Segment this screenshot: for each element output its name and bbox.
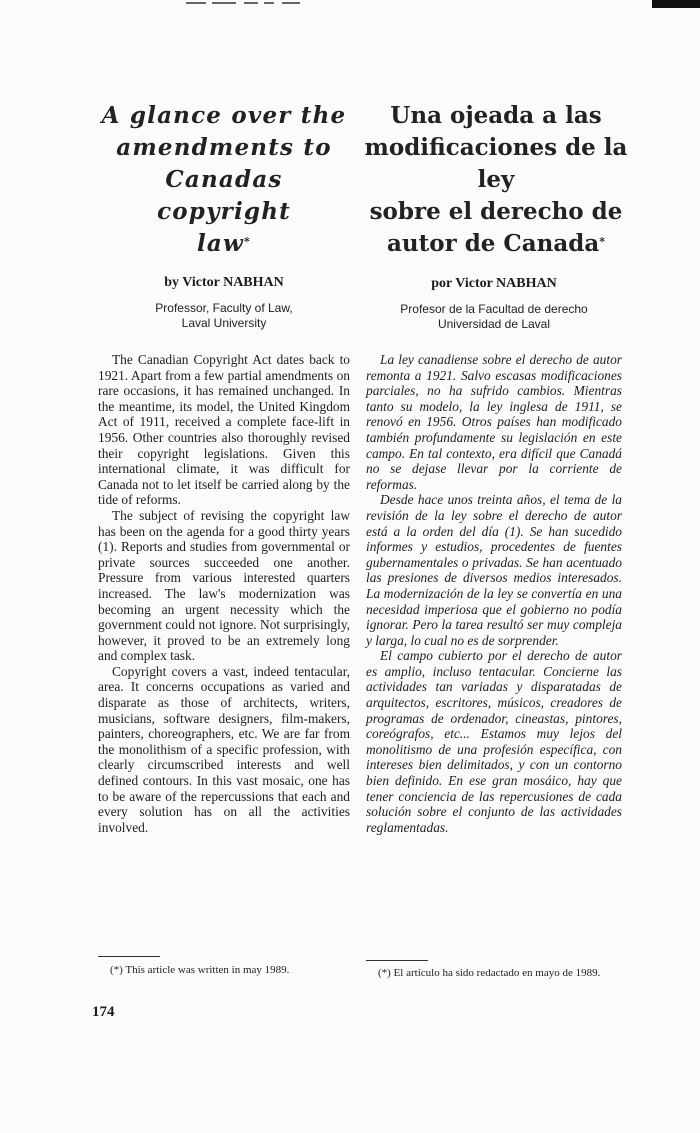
title-line: A glance over the <box>101 102 347 129</box>
paragraph: El campo cubierto por el derecho de autor es amplio, incluso tentacular. Concierne las actividades tan variadas y disparatadas de arquitectos, escritores, músicos, creadores de programas de ordenador, cineastas, pintores, coreógrafos, etc... Estamos muy lejos del monolitismo de una profesión específica, con intereses bien delimitados, y con un contorno bien definido. En ese gran mosáico, hay que tener conciencia de las repercusiones de cada solución sobre el conjunto de las actividades reglamentadas. <box>366 648 622 835</box>
top-rule <box>0 0 700 8</box>
footnote-rule <box>366 960 428 961</box>
footnote-rule <box>98 956 160 957</box>
scan-mark <box>282 2 300 4</box>
paragraph: La ley canadiense sobre el derecho de autor remonta a 1921. Salvo escasas modificaciones parciales, no ha sufrido cambios. Mientras tanto su modelo, la ley inglesa de 1911, se renovó en 1956. Otros países han modificado también profundamente su legislación en este campo. En tal contexto, era difícil que Canadá no se dejase llevar por la corriente de reformas. <box>366 352 622 492</box>
english-body <box>98 352 350 835</box>
edge-bar <box>652 0 700 8</box>
affiliation-line: Professor, Faculty of Law, <box>155 301 293 315</box>
title-line: autor de Canada <box>386 230 600 257</box>
spanish-footnote: (*) El artículo ha sido redactado en mayo de 1989. <box>378 967 601 979</box>
footnote-marker: * <box>244 235 251 248</box>
scan-mark <box>186 2 206 4</box>
affiliation-line: Universidad de Laval <box>437 317 551 331</box>
title-line: sobre el derecho de <box>369 198 623 225</box>
scan-mark <box>264 2 274 4</box>
spanish-column <box>364 100 628 835</box>
affiliation-line: Laval University <box>181 316 267 330</box>
scan-mark <box>244 2 258 4</box>
title-line: modificaciones de la ley <box>364 134 628 193</box>
spanish-title <box>360 100 632 260</box>
english-affiliation <box>98 301 350 331</box>
english-title <box>98 100 350 260</box>
spanish-affiliation <box>366 302 622 332</box>
english-column <box>98 100 350 835</box>
title-line: amendments to <box>116 134 332 161</box>
english-byline: by Victor NABHAN <box>164 275 284 290</box>
spanish-body <box>366 352 622 835</box>
paragraph: The subject of revising the copyright law has been on the agenda for a good thirty years (1). Reports and studies from governmental or private sources succeeded one another. Pressure from various interested quarters increased. The law's modernization was becoming an urgent necessity which the government could not ignore. Not surprisingly, however, it proved to be an extremely long and complex task. <box>98 507 350 664</box>
footnote-marker: * <box>599 235 606 248</box>
paragraph: Copyright covers a vast, indeed tentacular, area. It concerns occupations as varied and disparate as those of architects, writers, musicians, software designers, film-makers, painters, choreographers, etc. We are far from the monolithism of a specific profession, with clearly circumscribed interests and well defined contours. In this vast mosaic, one has to be aware of the repercussions that each and every solution has on all the activities involved. <box>98 663 350 835</box>
title-line: Canadas copyright <box>157 166 291 225</box>
paragraph: Desde hace unos treinta años, el tema de la revisión de la ley sobre el derecho de autor está a la orden del día (1). Se han sucedido informes y estudios, procedentes de fuentes gubernamentales o privadas. Se han acentuado las presiones de diversos medios interesados. La modernización de la ley se convertía en una necesidad imperiosa que el gobierno no podía ignorar. Pero la tarea resultó ser muy compleja y larga, lo cual no es de sorprender. <box>366 492 622 648</box>
scan-mark <box>212 2 236 4</box>
page-number: 174 <box>92 1004 115 1020</box>
affiliation-line: Profesor de la Facultad de derecho <box>400 302 588 316</box>
title-line: Una ojeada a las <box>390 102 602 129</box>
english-footnote: (*) This article was written in may 1989. <box>110 964 290 976</box>
spanish-byline: por Victor NABHAN <box>431 276 557 291</box>
paragraph: The Canadian Copyright Act dates back to 1921. Apart from a few partial amendments on rare occasions, it has remained unchanged. In the meantime, its model, the United Kingdom Act of 1911, received a complete face-lift in 1956. Other countries also thoroughly revised their copyright legislations. Given this international climate, it was difficult for Canada not to let itself be carried along by the tide of reforms. <box>98 352 350 508</box>
title-line: law <box>197 230 245 257</box>
